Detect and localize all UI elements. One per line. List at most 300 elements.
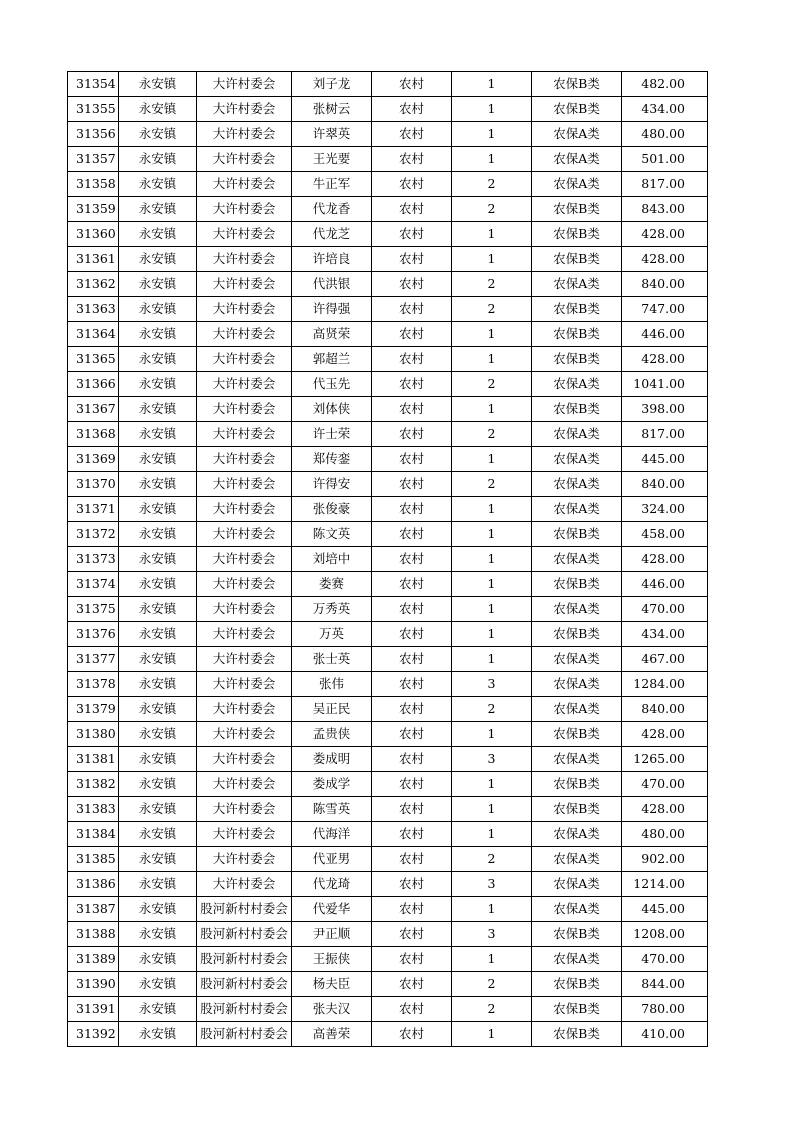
- person-name-cell: 陈雪英: [292, 797, 372, 822]
- town-cell: 永安镇: [119, 1022, 197, 1047]
- record-id-cell: 31357: [68, 147, 119, 172]
- amount-cell: 840.00: [622, 272, 708, 297]
- insurance-category-cell: 农保B类: [532, 397, 622, 422]
- village-committee-cell: 大许村委会: [197, 822, 292, 847]
- village-committee-cell: 大许村委会: [197, 772, 292, 797]
- village-committee-cell: 大许村委会: [197, 297, 292, 322]
- insurance-category-cell: 农保A类: [532, 747, 622, 772]
- household-count-cell: 2: [452, 997, 532, 1022]
- household-count-cell: 1: [452, 222, 532, 247]
- household-count-cell: 2: [452, 372, 532, 397]
- area-type-cell: 农村: [372, 522, 452, 547]
- insurance-category-cell: 农保B类: [532, 922, 622, 947]
- record-id-cell: 31386: [68, 872, 119, 897]
- insurance-category-cell: 农保A类: [532, 372, 622, 397]
- village-committee-cell: 大许村委会: [197, 72, 292, 97]
- person-name-cell: 陈文英: [292, 522, 372, 547]
- area-type-cell: 农村: [372, 622, 452, 647]
- village-committee-cell: 大许村委会: [197, 372, 292, 397]
- village-committee-cell: 大许村委会: [197, 397, 292, 422]
- amount-cell: 428.00: [622, 547, 708, 572]
- record-id-cell: 31372: [68, 522, 119, 547]
- insurance-category-cell: 农保B类: [532, 772, 622, 797]
- town-cell: 永安镇: [119, 822, 197, 847]
- household-count-cell: 1: [452, 597, 532, 622]
- village-committee-cell: 大许村委会: [197, 447, 292, 472]
- area-type-cell: 农村: [372, 997, 452, 1022]
- village-committee-cell: 大许村委会: [197, 172, 292, 197]
- household-count-cell: 1: [452, 572, 532, 597]
- record-id-cell: 31387: [68, 897, 119, 922]
- person-name-cell: 高贤荣: [292, 322, 372, 347]
- amount-cell: 434.00: [622, 622, 708, 647]
- insurance-category-cell: 农保B类: [532, 797, 622, 822]
- town-cell: 永安镇: [119, 122, 197, 147]
- household-count-cell: 3: [452, 872, 532, 897]
- town-cell: 永安镇: [119, 647, 197, 672]
- area-type-cell: 农村: [372, 722, 452, 747]
- record-id-cell: 31354: [68, 72, 119, 97]
- insurance-category-cell: 农保A类: [532, 472, 622, 497]
- village-committee-cell: 大许村委会: [197, 797, 292, 822]
- person-name-cell: 代龙琦: [292, 872, 372, 897]
- insurance-category-cell: 农保A类: [532, 122, 622, 147]
- insurance-category-cell: 农保B类: [532, 1022, 622, 1047]
- table-row: [68, 547, 708, 572]
- record-id-cell: 31371: [68, 497, 119, 522]
- town-cell: 永安镇: [119, 722, 197, 747]
- household-count-cell: 3: [452, 922, 532, 947]
- area-type-cell: 农村: [372, 122, 452, 147]
- town-cell: 永安镇: [119, 447, 197, 472]
- village-committee-cell: 股河新村村委会: [197, 972, 292, 997]
- town-cell: 永安镇: [119, 197, 197, 222]
- town-cell: 永安镇: [119, 397, 197, 422]
- person-name-cell: 吴正民: [292, 697, 372, 722]
- table-row: [68, 222, 708, 247]
- household-count-cell: 1: [452, 897, 532, 922]
- town-cell: 永安镇: [119, 497, 197, 522]
- record-id-cell: 31382: [68, 772, 119, 797]
- town-cell: 永安镇: [119, 222, 197, 247]
- village-committee-cell: 大许村委会: [197, 147, 292, 172]
- insurance-category-cell: 农保A类: [532, 697, 622, 722]
- table-row: [68, 72, 708, 97]
- amount-cell: 1265.00: [622, 747, 708, 772]
- area-type-cell: 农村: [372, 972, 452, 997]
- record-id-cell: 31362: [68, 272, 119, 297]
- household-count-cell: 3: [452, 747, 532, 772]
- record-id-cell: 31367: [68, 397, 119, 422]
- area-type-cell: 农村: [372, 297, 452, 322]
- table-row: [68, 447, 708, 472]
- insurance-category-cell: 农保A类: [532, 597, 622, 622]
- area-type-cell: 农村: [372, 797, 452, 822]
- amount-cell: 902.00: [622, 847, 708, 872]
- table-row: [68, 122, 708, 147]
- amount-cell: 434.00: [622, 97, 708, 122]
- table-row: [68, 497, 708, 522]
- household-count-cell: 1: [452, 97, 532, 122]
- insurance-category-cell: 农保B类: [532, 297, 622, 322]
- person-name-cell: 王光要: [292, 147, 372, 172]
- town-cell: 永安镇: [119, 372, 197, 397]
- table-row: [68, 847, 708, 872]
- record-id-cell: 31385: [68, 847, 119, 872]
- household-count-cell: 1: [452, 797, 532, 822]
- table-body: [68, 72, 708, 1047]
- table-row: [68, 372, 708, 397]
- household-count-cell: 2: [452, 697, 532, 722]
- amount-cell: 470.00: [622, 597, 708, 622]
- village-committee-cell: 股河新村村委会: [197, 997, 292, 1022]
- village-committee-cell: 股河新村村委会: [197, 897, 292, 922]
- amount-cell: 844.00: [622, 972, 708, 997]
- amount-cell: 446.00: [622, 572, 708, 597]
- insurance-category-cell: 农保B类: [532, 722, 622, 747]
- household-count-cell: 1: [452, 647, 532, 672]
- record-id-cell: 31390: [68, 972, 119, 997]
- record-id-cell: 31364: [68, 322, 119, 347]
- area-type-cell: 农村: [372, 822, 452, 847]
- amount-cell: 470.00: [622, 947, 708, 972]
- record-id-cell: 31383: [68, 797, 119, 822]
- town-cell: 永安镇: [119, 422, 197, 447]
- village-committee-cell: 大许村委会: [197, 97, 292, 122]
- insurance-category-cell: 农保A类: [532, 847, 622, 872]
- table-row: [68, 622, 708, 647]
- record-id-cell: 31366: [68, 372, 119, 397]
- insurance-category-cell: 农保B类: [532, 997, 622, 1022]
- person-name-cell: 许士荣: [292, 422, 372, 447]
- person-name-cell: 王振侠: [292, 947, 372, 972]
- area-type-cell: 农村: [372, 772, 452, 797]
- person-name-cell: 万秀英: [292, 597, 372, 622]
- village-committee-cell: 大许村委会: [197, 422, 292, 447]
- amount-cell: 480.00: [622, 822, 708, 847]
- insurance-category-cell: 农保A类: [532, 672, 622, 697]
- table-row: [68, 172, 708, 197]
- household-count-cell: 2: [452, 472, 532, 497]
- household-count-cell: 3: [452, 672, 532, 697]
- village-committee-cell: 股河新村村委会: [197, 1022, 292, 1047]
- table-row: [68, 922, 708, 947]
- table-row: [68, 697, 708, 722]
- table-row: [68, 572, 708, 597]
- amount-cell: 470.00: [622, 772, 708, 797]
- household-count-cell: 1: [452, 622, 532, 647]
- record-id-cell: 31384: [68, 822, 119, 847]
- amount-cell: 747.00: [622, 297, 708, 322]
- area-type-cell: 农村: [372, 697, 452, 722]
- town-cell: 永安镇: [119, 347, 197, 372]
- village-committee-cell: 大许村委会: [197, 197, 292, 222]
- area-type-cell: 农村: [372, 422, 452, 447]
- person-name-cell: 许得安: [292, 472, 372, 497]
- insurance-category-cell: 农保B类: [532, 247, 622, 272]
- town-cell: 永安镇: [119, 997, 197, 1022]
- amount-cell: 480.00: [622, 122, 708, 147]
- insurance-category-cell: 农保B类: [532, 622, 622, 647]
- household-count-cell: 1: [452, 522, 532, 547]
- insurance-category-cell: 农保A类: [532, 272, 622, 297]
- town-cell: 永安镇: [119, 547, 197, 572]
- insurance-category-cell: 农保B类: [532, 522, 622, 547]
- household-count-cell: 2: [452, 422, 532, 447]
- insurance-category-cell: 农保A类: [532, 497, 622, 522]
- insurance-category-cell: 农保B类: [532, 97, 622, 122]
- village-committee-cell: 大许村委会: [197, 572, 292, 597]
- village-committee-cell: 大许村委会: [197, 122, 292, 147]
- record-id-cell: 31378: [68, 672, 119, 697]
- insurance-category-cell: 农保B类: [532, 322, 622, 347]
- area-type-cell: 农村: [372, 897, 452, 922]
- table-row: [68, 897, 708, 922]
- amount-cell: 398.00: [622, 397, 708, 422]
- village-committee-cell: 大许村委会: [197, 247, 292, 272]
- household-count-cell: 1: [452, 497, 532, 522]
- amount-cell: 840.00: [622, 697, 708, 722]
- village-committee-cell: 大许村委会: [197, 547, 292, 572]
- town-cell: 永安镇: [119, 847, 197, 872]
- amount-cell: 482.00: [622, 72, 708, 97]
- record-id-cell: 31374: [68, 572, 119, 597]
- area-type-cell: 农村: [372, 97, 452, 122]
- amount-cell: 501.00: [622, 147, 708, 172]
- table-row: [68, 597, 708, 622]
- record-id-cell: 31381: [68, 747, 119, 772]
- village-committee-cell: 大许村委会: [197, 222, 292, 247]
- household-count-cell: 2: [452, 297, 532, 322]
- person-name-cell: 刘培中: [292, 547, 372, 572]
- amount-cell: 445.00: [622, 897, 708, 922]
- town-cell: 永安镇: [119, 897, 197, 922]
- household-count-cell: 1: [452, 772, 532, 797]
- data-table: [67, 71, 708, 1047]
- insurance-category-cell: 农保B类: [532, 197, 622, 222]
- household-count-cell: 2: [452, 272, 532, 297]
- village-committee-cell: 大许村委会: [197, 872, 292, 897]
- amount-cell: 1284.00: [622, 672, 708, 697]
- town-cell: 永安镇: [119, 172, 197, 197]
- village-committee-cell: 股河新村村委会: [197, 947, 292, 972]
- insurance-category-cell: 农保A类: [532, 947, 622, 972]
- village-committee-cell: 大许村委会: [197, 322, 292, 347]
- amount-cell: 445.00: [622, 447, 708, 472]
- household-count-cell: 1: [452, 347, 532, 372]
- household-count-cell: 1: [452, 147, 532, 172]
- table-row: [68, 872, 708, 897]
- area-type-cell: 农村: [372, 947, 452, 972]
- person-name-cell: 代亚男: [292, 847, 372, 872]
- table-row: [68, 647, 708, 672]
- record-id-cell: 31379: [68, 697, 119, 722]
- area-type-cell: 农村: [372, 872, 452, 897]
- amount-cell: 428.00: [622, 722, 708, 747]
- person-name-cell: 高善荣: [292, 1022, 372, 1047]
- town-cell: 永安镇: [119, 247, 197, 272]
- area-type-cell: 农村: [372, 372, 452, 397]
- town-cell: 永安镇: [119, 272, 197, 297]
- village-committee-cell: 大许村委会: [197, 497, 292, 522]
- household-count-cell: 1: [452, 322, 532, 347]
- area-type-cell: 农村: [372, 347, 452, 372]
- town-cell: 永安镇: [119, 572, 197, 597]
- record-id-cell: 31361: [68, 247, 119, 272]
- amount-cell: 843.00: [622, 197, 708, 222]
- area-type-cell: 农村: [372, 272, 452, 297]
- area-type-cell: 农村: [372, 747, 452, 772]
- town-cell: 永安镇: [119, 522, 197, 547]
- area-type-cell: 农村: [372, 647, 452, 672]
- town-cell: 永安镇: [119, 772, 197, 797]
- town-cell: 永安镇: [119, 72, 197, 97]
- insurance-category-cell: 农保A类: [532, 172, 622, 197]
- record-id-cell: 31377: [68, 647, 119, 672]
- insurance-category-cell: 农保B类: [532, 572, 622, 597]
- town-cell: 永安镇: [119, 972, 197, 997]
- person-name-cell: 刘体侠: [292, 397, 372, 422]
- town-cell: 永安镇: [119, 697, 197, 722]
- household-count-cell: 1: [452, 547, 532, 572]
- area-type-cell: 农村: [372, 147, 452, 172]
- village-committee-cell: 大许村委会: [197, 597, 292, 622]
- household-count-cell: 1: [452, 72, 532, 97]
- village-committee-cell: 大许村委会: [197, 722, 292, 747]
- table-row: [68, 247, 708, 272]
- table-row: [68, 1022, 708, 1047]
- amount-cell: 324.00: [622, 497, 708, 522]
- record-id-cell: 31365: [68, 347, 119, 372]
- table-row: [68, 422, 708, 447]
- table-row: [68, 522, 708, 547]
- amount-cell: 817.00: [622, 422, 708, 447]
- table-row: [68, 272, 708, 297]
- record-id-cell: 31363: [68, 297, 119, 322]
- village-committee-cell: 大许村委会: [197, 847, 292, 872]
- village-committee-cell: 大许村委会: [197, 747, 292, 772]
- insurance-category-cell: 农保A类: [532, 647, 622, 672]
- household-count-cell: 1: [452, 1022, 532, 1047]
- table-row: [68, 797, 708, 822]
- area-type-cell: 农村: [372, 397, 452, 422]
- household-count-cell: 1: [452, 947, 532, 972]
- record-id-cell: 31359: [68, 197, 119, 222]
- area-type-cell: 农村: [372, 197, 452, 222]
- amount-cell: 1041.00: [622, 372, 708, 397]
- table-row: [68, 747, 708, 772]
- person-name-cell: 代洪银: [292, 272, 372, 297]
- person-name-cell: 牛正军: [292, 172, 372, 197]
- area-type-cell: 农村: [372, 672, 452, 697]
- town-cell: 永安镇: [119, 622, 197, 647]
- person-name-cell: 杨夫臣: [292, 972, 372, 997]
- amount-cell: 428.00: [622, 247, 708, 272]
- record-id-cell: 31388: [68, 922, 119, 947]
- area-type-cell: 农村: [372, 497, 452, 522]
- village-committee-cell: 股河新村村委会: [197, 922, 292, 947]
- record-id-cell: 31375: [68, 597, 119, 622]
- record-id-cell: 31368: [68, 422, 119, 447]
- table-row: [68, 322, 708, 347]
- amount-cell: 428.00: [622, 347, 708, 372]
- table-row: [68, 822, 708, 847]
- person-name-cell: 郑传銮: [292, 447, 372, 472]
- town-cell: 永安镇: [119, 97, 197, 122]
- area-type-cell: 农村: [372, 547, 452, 572]
- table-row: [68, 397, 708, 422]
- person-name-cell: 万英: [292, 622, 372, 647]
- insurance-category-cell: 农保B类: [532, 347, 622, 372]
- table-row: [68, 672, 708, 697]
- household-count-cell: 1: [452, 247, 532, 272]
- insurance-category-cell: 农保A类: [532, 422, 622, 447]
- record-id-cell: 31360: [68, 222, 119, 247]
- table-row: [68, 997, 708, 1022]
- person-name-cell: 许培良: [292, 247, 372, 272]
- record-id-cell: 31355: [68, 97, 119, 122]
- village-committee-cell: 大许村委会: [197, 622, 292, 647]
- area-type-cell: 农村: [372, 222, 452, 247]
- area-type-cell: 农村: [372, 572, 452, 597]
- record-id-cell: 31370: [68, 472, 119, 497]
- table-row: [68, 197, 708, 222]
- person-name-cell: 刘子龙: [292, 72, 372, 97]
- person-name-cell: 代龙芝: [292, 222, 372, 247]
- area-type-cell: 农村: [372, 597, 452, 622]
- area-type-cell: 农村: [372, 247, 452, 272]
- table-row: [68, 472, 708, 497]
- amount-cell: 817.00: [622, 172, 708, 197]
- person-name-cell: 代海洋: [292, 822, 372, 847]
- area-type-cell: 农村: [372, 447, 452, 472]
- insurance-category-cell: 农保B类: [532, 222, 622, 247]
- village-committee-cell: 大许村委会: [197, 672, 292, 697]
- record-id-cell: 31358: [68, 172, 119, 197]
- amount-cell: 458.00: [622, 522, 708, 547]
- amount-cell: 840.00: [622, 472, 708, 497]
- person-name-cell: 娄成学: [292, 772, 372, 797]
- person-name-cell: 尹正顺: [292, 922, 372, 947]
- person-name-cell: 张伟: [292, 672, 372, 697]
- insurance-category-cell: 农保A类: [532, 872, 622, 897]
- area-type-cell: 农村: [372, 172, 452, 197]
- amount-cell: 446.00: [622, 322, 708, 347]
- village-committee-cell: 大许村委会: [197, 647, 292, 672]
- town-cell: 永安镇: [119, 747, 197, 772]
- town-cell: 永安镇: [119, 947, 197, 972]
- household-count-cell: 1: [452, 822, 532, 847]
- household-count-cell: 2: [452, 847, 532, 872]
- person-name-cell: 娄成明: [292, 747, 372, 772]
- record-id-cell: 31369: [68, 447, 119, 472]
- record-id-cell: 31391: [68, 997, 119, 1022]
- town-cell: 永安镇: [119, 147, 197, 172]
- household-count-cell: 2: [452, 197, 532, 222]
- record-id-cell: 31376: [68, 622, 119, 647]
- table-row: [68, 772, 708, 797]
- person-name-cell: 娄赛: [292, 572, 372, 597]
- insurance-category-cell: 农保A类: [532, 897, 622, 922]
- person-name-cell: 代龙香: [292, 197, 372, 222]
- village-committee-cell: 大许村委会: [197, 347, 292, 372]
- table-row: [68, 97, 708, 122]
- table-row: [68, 297, 708, 322]
- table-row: [68, 147, 708, 172]
- town-cell: 永安镇: [119, 597, 197, 622]
- amount-cell: 428.00: [622, 222, 708, 247]
- record-id-cell: 31389: [68, 947, 119, 972]
